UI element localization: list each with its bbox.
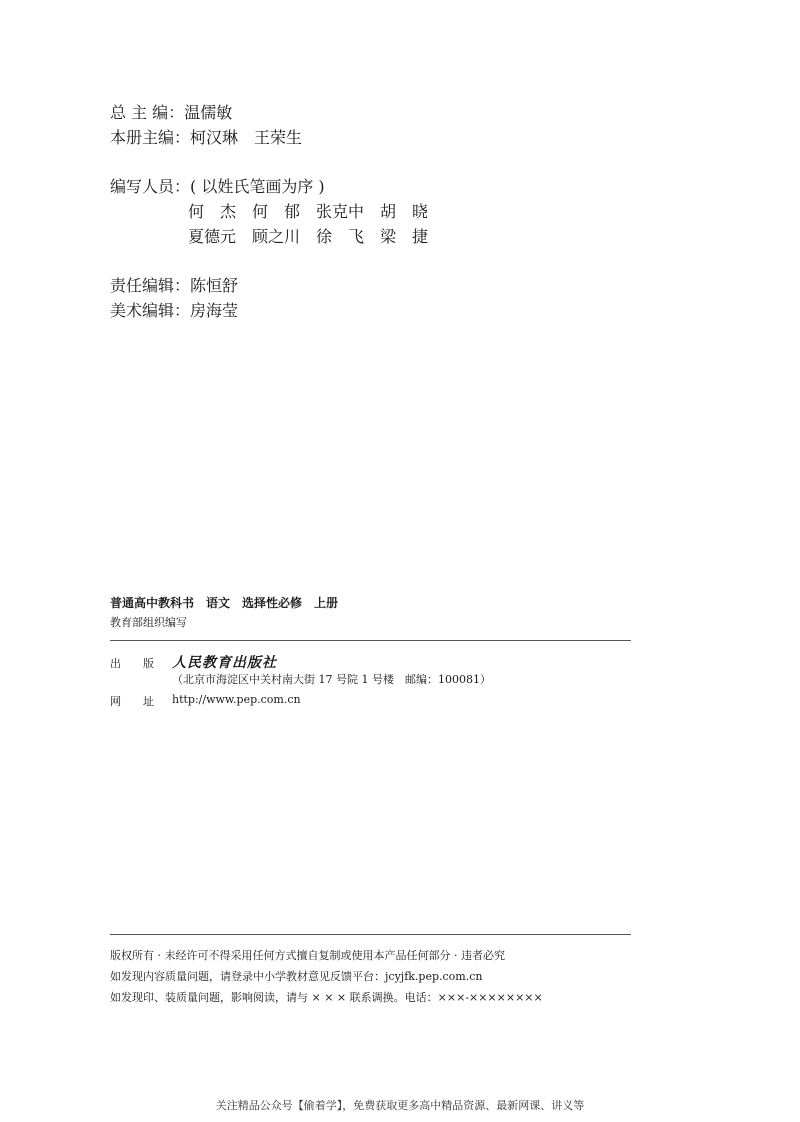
art-editor-name: 房海莹 bbox=[190, 301, 239, 320]
responsible-editor-row bbox=[110, 275, 238, 297]
book-title: 普通高中教科书 语文 选择性必修 上册 bbox=[110, 596, 339, 610]
chief-editor-name: 温儒敏 bbox=[184, 103, 233, 122]
print-quality-notice: 如发现印、装质量问题，影响阅读，请与 × × × 联系调换。电话：×××-×××××××× bbox=[110, 991, 543, 1004]
chief-editor-label: 总 主 编： bbox=[110, 103, 185, 122]
website-label: 网 址 bbox=[110, 695, 154, 708]
volume-editor-label: 本册主编： bbox=[110, 128, 191, 147]
writers-note: ( 以姓氏笔画为序 ) bbox=[190, 177, 325, 196]
publisher-logo: 人民教育出版社 bbox=[172, 655, 277, 671]
writers-label: 编写人员： bbox=[110, 177, 191, 196]
writers-line-2: 夏德元 顾之川 徐 飞 梁 捷 bbox=[188, 227, 429, 246]
publisher-label: 出 版 bbox=[110, 657, 154, 670]
content-feedback-notice: 如发现内容质量问题，请登录中小学教材意见反馈平台：jcyjfk.pep.com.cn bbox=[110, 970, 483, 983]
volume-editor-names: 柯汉琳 王荣生 bbox=[190, 128, 303, 147]
publisher-address: （北京市海淀区中关村南大街 17 号院 1 号楼 邮编：100081） bbox=[172, 673, 491, 686]
volume-editor-row bbox=[110, 127, 302, 149]
writers-header-row bbox=[110, 176, 325, 198]
responsible-editor-label: 责任编辑： bbox=[110, 276, 191, 295]
responsible-editor-name: 陈恒舒 bbox=[190, 276, 239, 295]
divider-bottom bbox=[110, 934, 631, 935]
book-compiler: 教育部组织编写 bbox=[110, 616, 187, 629]
footer-promo: 关注精品公众号【偷着学】，免费获取更多高中精品资源、最新网课、讲义等 bbox=[215, 1099, 585, 1112]
copyright-notice: 版权所有 · 未经许可不得采用任何方式擅自复制或使用本产品任何部分 · 违者必究 bbox=[110, 949, 505, 962]
chief-editor-row bbox=[110, 102, 232, 124]
art-editor-label: 美术编辑： bbox=[110, 301, 191, 320]
art-editor-row bbox=[110, 300, 238, 322]
divider-top bbox=[110, 640, 631, 641]
writers-line-1: 何 杰 何 郁 张克中 胡 晓 bbox=[188, 202, 429, 221]
website-link[interactable]: http://www.pep.com.cn bbox=[172, 693, 301, 706]
